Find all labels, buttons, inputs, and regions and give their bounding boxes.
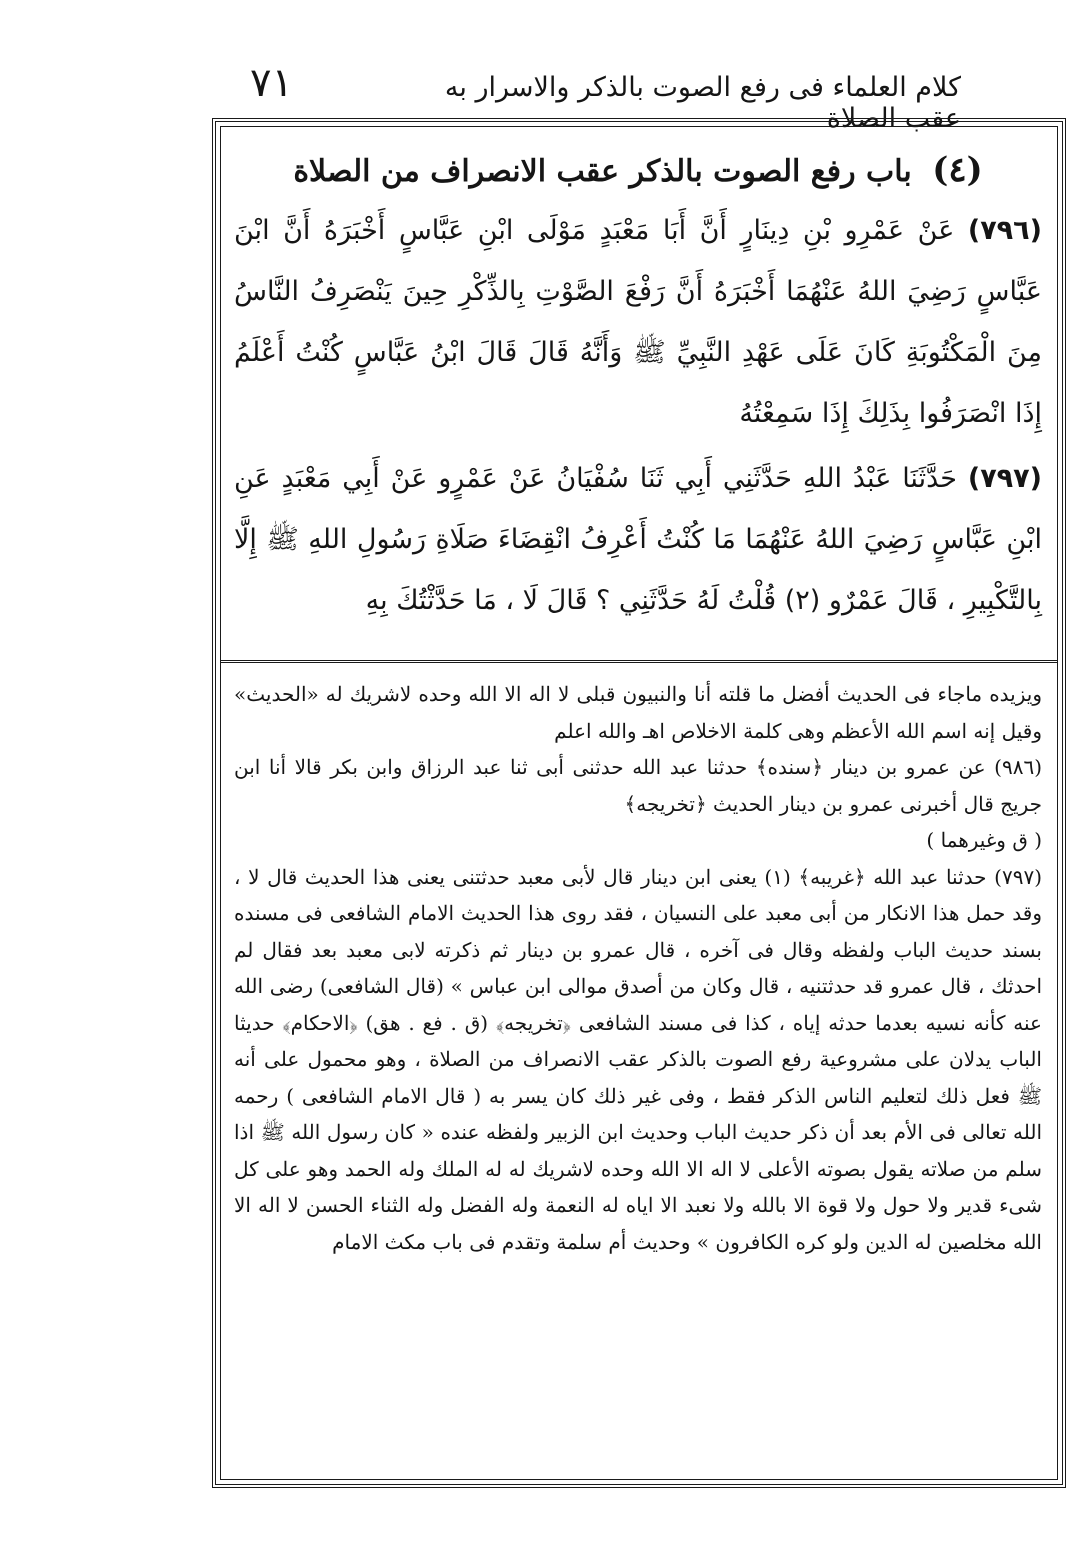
commentary-section [234,676,1042,1260]
commentary-paragraph: ويزيده ماجاء فى الحديث أفضل ما قلته أنا والنبيون قبلى لا اله الا الله وحده لاشريك له «الحديث» وقيل إنه اسم الله الأعظم وهى كلمة الاخلاص اهـ والله اعلم [234,682,1042,743]
commentary-paragraph: ( ق وغيرهما ) [926,828,1042,852]
commentary-paragraph: (٩٨٦) عن عمرو بن دينار ﴿سنده﴾ حدثنا عبد الله حدثنى أبى ثنا عبد الرزاق وابن بكر قالا أنا ابن جريج قال أخبرنى عمرو بن دينار الحديث ﴿تخريجه﴾ [234,755,1042,816]
chapter-heading [234,140,1042,200]
chapter-number: (٤) [932,150,983,190]
hadith-text: حَدَّثَنَا عَبْدُ اللهِ حَدَّثَنِي أَبِي ثَنَا سُفْيَانُ عَنْ عَمْرٍو عَنْ أَبِي مَعْبَدٍ عَنِ ابْنِ عَبَّاسٍ رَضِيَ اللهُ عَنْهُمَا مَا كُنْتُ أَعْرِفُ انْقِضَاءَ صَلَاةِ رَسُولِ اللهِ ﷺ إِلَّا بِالتَّكْبِيرِ ، قَالَ عَمْرٌو (٢) قُلْتُ لَهُ حَدَّثَنِي ؟ قَالَ لَا ، مَا حَدَّثْتُكَ بِهِ [234,463,1042,616]
hadith-ref: (٧٩٧) [967,463,1042,494]
page-number: ٧١ [250,60,293,106]
hadith-796 [234,200,1042,444]
commentary-paragraph: (٧٩٧) حدثنا عبد الله ﴿غريبه﴾ (١) يعنى ابن دينار قال لأبى معبد حدثتنى يعنى هذا الحديث قال لا ، وقد حمل هذا الانكار من أبى معبد على النسيان ، فقد روى هذا الحديث الامام الشافعى فى مسنده بسند حديث الباب ولفظه وقال فى آخره ، قال عمرو بن دينار ثم ذكرته لابى معبد بعد فقال لم احدثك ، قال عمرو قد حدثتنيه ، قال وكان من أصدق موالى ابن عباس » (قال الشافعى) رضى الله عنه كأنه نسيه بعدما حدثه إياه ، كذا فى مسند الشافعى ﴿تخريجه﴾ (ق . فع . هق) ﴿الاحكام﴾ حديثا الباب يدلان على مشروعية رفع الصوت بالذكر عقب الانصراف من الصلاة ، وهو محمول على أنه ﷺ فعل ذلك لتعليم الناس الذكر فقط ، وفى غير ذلك كان يسر به ( قال الامام الشافعى ) رحمه الله تعالى فى الأم بعد أن ذكر حديث الباب وحديث ابن الزبير ولفظه عنده « كان رسول الله ﷺ اذا سلم من صلاته يقول بصوته الأعلى لا اله الا الله وحده لاشريك له له الملك وله الحمد وهو على كل شىء قدير ولا حول ولا قوة الا بالله ولا نعبد الا اياه له النعمة وله الفضل وله الثناء الحسن لا اله الا الله مخلصين له الدين ولو كره الكافرون » وحديث أم سلمة وتقدم فى باب مكث الامام [234,864,1042,1254]
hadith-text: عَنْ عَمْرِو بْنِ دِينَارٍ أَنَّ أَبَا مَعْبَدٍ مَوْلَى ابْنِ عَبَّاسٍ أَخْبَرَهُ أَنَّ ابْنَ عَبَّاسٍ رَضِيَ اللهُ عَنْهُمَا أَخْبَرَهُ أَنَّ رَفْعَ الصَّوْتِ بِالذِّكْرِ حِينَ يَنْصَرِفُ النَّاسُ مِنَ الْمَكْتُوبَةِ كَانَ عَلَى عَهْدِ النَّبِيِّ ﷺ وَأَنَّهُ قَالَ قَالَ ابْنُ عَبَّاسٍ كُنْتُ أَعْلَمُ إِذَا انْصَرَفُوا بِذَلِكَ إِذَا سَمِعْتُهُ [234,215,1042,429]
chapter-title: باب رفع الصوت بالذكر عقب الانصراف من الصلاة [293,154,912,189]
running-title: كلام العلماء فى رفع الصوت بالذكر والاسرار به عقب الصلاة [444,72,961,134]
hadith-797 [234,448,1042,631]
section-divider [220,660,1058,663]
hadith-section [234,140,1042,631]
hadith-ref: (٧٩٦) [967,215,1042,246]
